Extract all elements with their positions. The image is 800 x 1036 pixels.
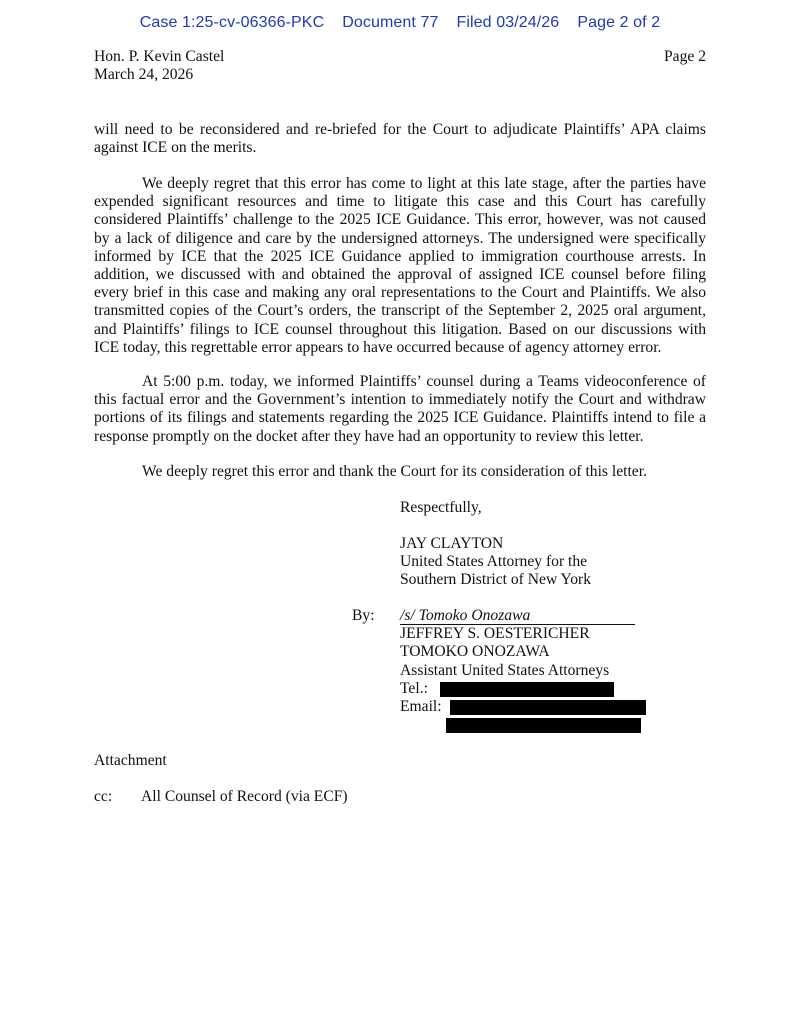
tel-label: Tel.: bbox=[400, 679, 428, 697]
redaction-bar bbox=[450, 700, 646, 715]
letter-addressee-block bbox=[94, 48, 224, 84]
us-attorney-name: JAY CLAYTON bbox=[400, 535, 504, 552]
page-count: Page 2 of 2 bbox=[577, 14, 661, 31]
attorneys-title: Assistant United States Attorneys bbox=[400, 661, 610, 679]
letter-date: March 24, 2026 bbox=[94, 66, 194, 83]
us-attorney-title-line1: United States Attorney for the bbox=[400, 553, 588, 571]
letter-paragraph bbox=[94, 373, 706, 446]
letter-paragraph bbox=[94, 463, 706, 481]
case-number: Case 1:25-cv-06366-PKC bbox=[139, 14, 325, 31]
us-attorney-block bbox=[400, 535, 591, 590]
cc-recipients: All Counsel of Record (via ECF) bbox=[141, 788, 348, 805]
attorney-name: TOMOKO ONOZAWA bbox=[400, 643, 550, 661]
ecf-filing-header bbox=[0, 14, 800, 32]
paragraph-text: We deeply regret this error and thank the Court for its consideration of this letter. bbox=[142, 463, 647, 480]
letter-paragraph bbox=[94, 175, 706, 357]
addressee-name: Hon. P. Kevin Castel bbox=[94, 48, 225, 65]
document-number: Document 77 bbox=[342, 14, 439, 31]
by-label: By: bbox=[352, 607, 375, 624]
attorney-name: JEFFREY S. OESTERICHER bbox=[400, 625, 590, 643]
paragraph-text: At 5:00 p.m. today, we informed Plaintiffs’ counsel during a Teams videoconference of this factual error and the Government’s intention to immediately notify the Court and withdraw portions of its filings and statements regarding the 2025 ICE Guidance. Plaintiffs intend to file a response promptly on the docket after they have had an opportunity to review this letter. bbox=[94, 373, 706, 445]
cc-label: cc: bbox=[94, 788, 113, 805]
tel-line bbox=[400, 680, 646, 698]
email-line bbox=[400, 698, 646, 716]
email-label: Email: bbox=[400, 698, 442, 716]
redaction-bar bbox=[440, 682, 614, 697]
letter-paragraph bbox=[94, 121, 706, 157]
redaction-bar bbox=[446, 718, 641, 733]
closing: Respectfully, bbox=[400, 499, 482, 516]
signing-attorneys-block bbox=[400, 607, 646, 716]
paragraph-text: We deeply regret that this error has come to light at this late stage, after the parties have expended significant resources and time to litigate this case and this Court has carefully considered Plaintiffs’ challenge to the 2025 ICE Guidance. This error, however, was not caused by a lack of diligence and care by the undersigned attorneys. The undersigned were specifically informed by ICE that the 2025 ICE Guidance applied to immigration courthouse arrests. In addition, we discussed with and obtained the approval of assigned ICE counsel before filing every brief in this case and making any oral representations to the Court and Plaintiffs. We also transmitted copies of the Court’s orders, the transcript of the September 2, 2025 oral argument, and Plaintiffs’ filings to ICE counsel throughout this litigation. Based on our discussions with ICE today, this regrettable error appears to have occurred because of agency attorney error. bbox=[94, 175, 706, 356]
filed-date: Filed 03/24/26 bbox=[456, 14, 560, 31]
us-attorney-title-line2: Southern District of New York bbox=[400, 571, 592, 589]
paragraph-text: will need to be reconsidered and re-briefed for the Court to adjudicate Plaintiffs’ APA claims against ICE on the merits. bbox=[94, 121, 706, 157]
attachment-note: Attachment bbox=[94, 752, 167, 769]
letter-page-number: Page 2 bbox=[663, 48, 706, 65]
electronic-signature: /s/ Tomoko Onozawa bbox=[400, 608, 635, 625]
